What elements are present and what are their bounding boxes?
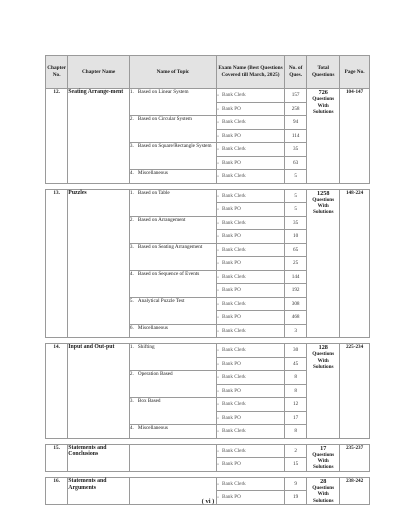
total-questions-suffix: Questions With Solutions (312, 451, 335, 471)
chapter-name: Puzzles (68, 189, 130, 338)
question-count: 8 (284, 371, 306, 385)
exam-name: Bank PO (222, 461, 241, 468)
topic-index: 4. (129, 170, 134, 176)
question-count: 8 (284, 384, 306, 398)
topic-index: 5. (129, 297, 134, 304)
exam-name-cell (217, 284, 285, 298)
chapter-number: 16. (46, 477, 68, 504)
topic-index: 2. (129, 216, 134, 223)
exam-name-cell (217, 143, 285, 157)
total-questions-suffix: Questions With Solutions (312, 485, 335, 504)
question-count: 114 (284, 129, 306, 143)
exam-name-cell (217, 477, 285, 491)
exam-name: Bank Clerk (222, 347, 246, 354)
exam-name: Bank Clerk (222, 300, 246, 307)
arrow-bullet-icon: » (217, 159, 219, 165)
question-count: 12 (284, 398, 306, 412)
topic-cell (129, 371, 216, 398)
question-count: 468 (284, 311, 306, 325)
total-questions-number: 1258 (317, 189, 330, 197)
exam-name: Bank PO (222, 287, 241, 294)
arrow-bullet-icon: » (217, 428, 219, 434)
arrow-bullet-icon: » (217, 327, 219, 333)
topic-index: 1. (129, 189, 134, 196)
total-questions-number: 128 (318, 344, 328, 351)
exam-name-cell (217, 425, 285, 439)
question-count: 3 (284, 324, 306, 338)
topic-cell (129, 324, 216, 338)
arrow-bullet-icon: » (217, 314, 219, 320)
topic-name: Based on Table (137, 189, 170, 196)
question-count: 94 (284, 116, 306, 130)
arrow-bullet-icon: » (217, 273, 219, 279)
total-questions-number: 17 (320, 444, 327, 452)
topic-index: 2. (129, 371, 134, 377)
exam-name-cell (217, 243, 285, 257)
exam-name-cell (217, 398, 285, 412)
arrow-bullet-icon: » (217, 461, 219, 467)
exam-name: Bank PO (222, 387, 241, 394)
arrow-bullet-icon: » (217, 387, 219, 393)
topic-name: Based on Arrangement (137, 216, 186, 223)
total-questions (307, 189, 340, 338)
arrow-bullet-icon: » (217, 401, 219, 407)
question-count: 5 (284, 189, 306, 203)
exam-name: Bank Clerk (222, 92, 246, 99)
arrow-bullet-icon: » (217, 132, 219, 138)
exam-name: Bank Clerk (222, 327, 246, 334)
question-count: 5 (284, 203, 306, 217)
arrow-bullet-icon: » (217, 246, 219, 252)
arrow-bullet-icon: » (217, 92, 219, 98)
header-chapter-no: Chapter No. (46, 56, 68, 89)
topic-name: Analytical Puzzle Test (137, 297, 185, 304)
exam-name: Bank PO (222, 314, 241, 321)
table-row (46, 89, 370, 103)
exam-name: Bank Clerk (222, 173, 246, 180)
page-range: 238-242 (340, 477, 370, 504)
header-total-questions: Total Questions (307, 56, 340, 89)
question-count: 15 (284, 458, 306, 472)
exam-name-cell (217, 384, 285, 398)
question-count: 144 (284, 270, 306, 284)
header-chapter-name: Chapter Name (68, 56, 130, 89)
topic-name: Based on Square/Rectangle System (137, 143, 212, 149)
topic-cell (129, 398, 216, 425)
topic-name: Based on Circular System (137, 116, 192, 122)
page-range: 235-237 (340, 444, 370, 471)
exam-name: Bank PO (222, 260, 241, 267)
question-count: 258 (284, 102, 306, 116)
topic-cell (129, 89, 216, 116)
topic-cell (129, 344, 216, 371)
arrow-bullet-icon: » (217, 480, 219, 486)
topic-index: 4. (129, 270, 134, 277)
table-row (46, 344, 370, 358)
exam-name-cell (217, 357, 285, 371)
exam-name: Bank PO (222, 206, 241, 213)
topic-index: 2. (129, 116, 134, 122)
topic-name: Operation Based (137, 371, 173, 377)
total-questions (307, 444, 340, 471)
page-range: 225-234 (340, 344, 370, 439)
arrow-bullet-icon: » (217, 105, 219, 111)
topic-name: Box Based (137, 398, 161, 404)
chapter-name: Statements and Conclusions (68, 444, 130, 471)
question-count: 35 (284, 143, 306, 157)
header-exam-name: Exam Name (Best Questions Covered till March, 2025) (217, 56, 285, 89)
topic-cell (129, 189, 216, 216)
exam-name: Bank Clerk (222, 246, 246, 253)
topic-index: 1. (129, 344, 134, 350)
topic-cell (129, 297, 216, 324)
exam-name: Bank PO (222, 360, 241, 367)
exam-name-cell (217, 170, 285, 184)
table-header (46, 56, 370, 89)
question-count: 5 (284, 170, 306, 184)
exam-name-cell (217, 297, 285, 311)
exam-name-cell (217, 257, 285, 271)
exam-name: Bank Clerk (222, 219, 246, 226)
exam-name-cell (217, 344, 285, 358)
question-count: 308 (284, 297, 306, 311)
total-questions-suffix: Questions With Solutions (312, 351, 335, 370)
exam-name: Bank Clerk (222, 273, 246, 280)
exam-name: Bank Clerk (222, 480, 246, 487)
exam-name: Bank PO (222, 494, 241, 501)
chapter-name: Seating Arrange-ment (68, 89, 130, 184)
topic-cell (129, 170, 216, 184)
exam-name-cell (217, 371, 285, 385)
topic-cell (129, 216, 216, 243)
total-questions-suffix: Questions With Solutions (312, 196, 335, 216)
arrow-bullet-icon: » (217, 173, 219, 179)
question-count: 17 (284, 411, 306, 425)
contents-table (45, 55, 370, 505)
question-count: 35 (284, 216, 306, 230)
topic-cell (129, 444, 216, 471)
total-questions-number: 28 (320, 477, 327, 485)
total-questions (307, 89, 340, 184)
arrow-bullet-icon: » (217, 287, 219, 293)
arrow-bullet-icon: » (217, 300, 219, 306)
header-page-no: Page No. (340, 56, 370, 89)
table-body (46, 89, 370, 505)
exam-name-cell (217, 89, 285, 103)
topic-name: Miscellaneous (137, 170, 168, 176)
exam-name-cell (217, 129, 285, 143)
topic-name: Based on Seating Arrangement (137, 243, 203, 250)
header-no-of-ques: No. of Ques. (284, 56, 306, 89)
exam-name-cell (217, 311, 285, 325)
exam-name-cell (217, 411, 285, 425)
topic-name: Miscellaneous (137, 324, 168, 331)
exam-name-cell (217, 458, 285, 472)
arrow-bullet-icon: » (217, 360, 219, 366)
topic-cell (129, 116, 216, 143)
arrow-bullet-icon: » (217, 119, 219, 125)
table-row (46, 477, 370, 491)
exam-name-cell (217, 270, 285, 284)
exam-name-cell (217, 324, 285, 338)
topic-name: Miscellaneous (137, 425, 168, 431)
table-row (46, 189, 370, 203)
question-count: 10 (284, 230, 306, 244)
exam-name-cell (217, 230, 285, 244)
question-count: 157 (284, 89, 306, 103)
topic-cell (129, 270, 216, 297)
exam-name: Bank PO (222, 105, 241, 112)
topic-index: 3. (129, 398, 134, 404)
exam-name-cell (217, 216, 285, 230)
question-count: 192 (284, 284, 306, 298)
topic-index: 6. (129, 324, 134, 331)
arrow-bullet-icon: » (217, 494, 219, 500)
question-count: 65 (284, 243, 306, 257)
question-count: 25 (284, 257, 306, 271)
exam-name: Bank Clerk (222, 192, 246, 199)
arrow-bullet-icon: » (217, 347, 219, 353)
question-count: 45 (284, 357, 306, 371)
arrow-bullet-icon: » (217, 219, 219, 225)
topic-cell (129, 425, 216, 439)
chapter-name: Input and Out-put (68, 344, 130, 439)
topic-index: 1. (129, 89, 134, 95)
exam-name-cell (217, 444, 285, 458)
arrow-bullet-icon: » (217, 192, 219, 198)
page-range: 104-147 (340, 89, 370, 184)
exam-name-cell (217, 203, 285, 217)
arrow-bullet-icon: » (217, 374, 219, 380)
topic-cell (129, 243, 216, 270)
arrow-bullet-icon: » (217, 206, 219, 212)
question-count: 30 (284, 344, 306, 358)
question-count: 63 (284, 156, 306, 170)
question-count: 8 (284, 425, 306, 439)
chapter-number: 13. (46, 189, 68, 338)
topic-index: 4. (129, 425, 134, 431)
topic-index: 3. (129, 143, 134, 149)
exam-name: Bank PO (222, 132, 241, 139)
chapter-number: 15. (46, 444, 68, 471)
exam-name: Bank Clerk (222, 447, 246, 454)
exam-name: Bank Clerk (222, 428, 246, 435)
question-count: 19 (284, 491, 306, 505)
arrow-bullet-icon: » (217, 146, 219, 152)
topic-name: Shifting (137, 344, 155, 350)
exam-name: Bank PO (222, 159, 241, 166)
exam-name-cell (217, 116, 285, 130)
chapter-number: 14. (46, 344, 68, 439)
question-count: 9 (284, 477, 306, 491)
exam-name-cell (217, 156, 285, 170)
total-questions-number: 726 (318, 89, 328, 96)
header-name-of-topic: Name of Topic (129, 56, 216, 89)
chapter-number: 12. (46, 89, 68, 184)
exam-name: Bank PO (222, 233, 241, 240)
exam-name-cell (217, 189, 285, 203)
exam-name: Bank Clerk (222, 146, 246, 153)
exam-name: Bank PO (222, 414, 241, 421)
exam-name: Bank Clerk (222, 401, 246, 408)
topic-name: Based on Sequence of Events (137, 270, 200, 277)
page-footer: ( vi ) (201, 498, 215, 505)
question-count: 2 (284, 444, 306, 458)
exam-name: Bank Clerk (222, 374, 246, 381)
page-range: 148-224 (340, 189, 370, 338)
exam-name: Bank Clerk (222, 119, 246, 126)
arrow-bullet-icon: » (217, 414, 219, 420)
chapter-name: Statements and Arguments (68, 477, 130, 504)
arrow-bullet-icon: » (217, 260, 219, 266)
exam-name-cell (217, 102, 285, 116)
arrow-bullet-icon: » (217, 233, 219, 239)
total-questions-suffix: Questions With Solutions (312, 96, 335, 115)
topic-cell (129, 143, 216, 170)
table-row (46, 444, 370, 458)
total-questions (307, 344, 340, 439)
topic-index: 3. (129, 243, 134, 250)
topic-name: Based on Linear System (137, 89, 189, 95)
arrow-bullet-icon: » (217, 447, 219, 453)
